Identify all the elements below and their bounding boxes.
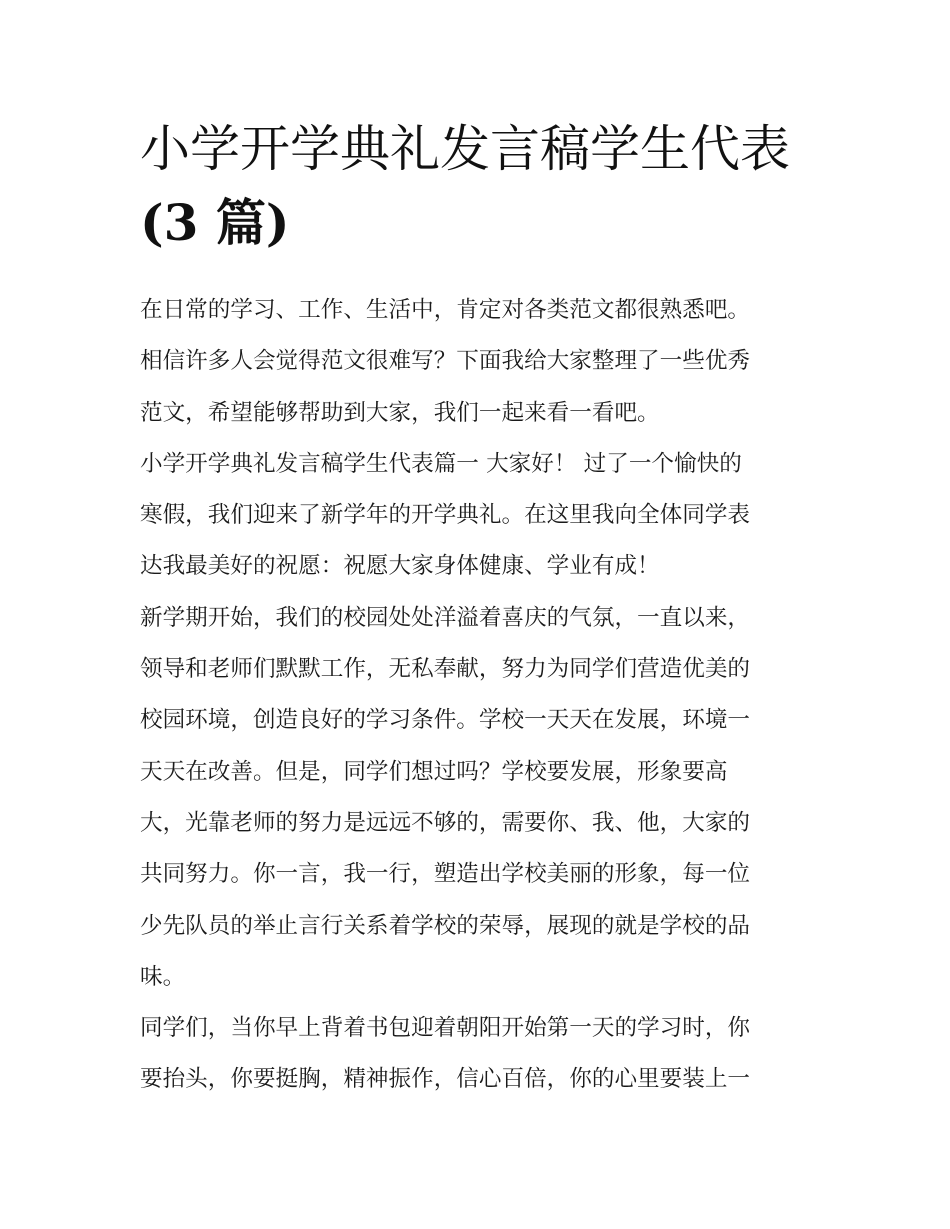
text-line: 同学们，当你早上背着书包迎着朝阳开始第一天的学习时，你 — [140, 1015, 751, 1042]
text-line: 小学开学典礼发言稿学生代表篇一 大家好！ 过了一个愉快的 — [140, 450, 742, 477]
text-line: 相信许多人会觉得范文很难写？下面我给大家整理了一些优秀 — [140, 348, 751, 375]
title-line-1: 小学开学典礼发言稿学生代表 — [140, 120, 790, 178]
text-line: 领导和老师们默默工作，无私奉献，努力为同学们营造优美的 — [140, 656, 751, 683]
text-line: 新学期开始，我们的校园处处洋溢着喜庆的气氛，一直以来， — [140, 604, 751, 631]
text-line: 大，光靠老师的努力是远远不够的，需要你、我、他，大家的 — [140, 809, 751, 836]
document-content — [140, 112, 812, 1106]
paragraph-intro — [140, 285, 812, 439]
text-line: 范文，希望能够帮助到大家，我们一起来看一看吧。 — [140, 399, 660, 426]
text-line: 在日常的学习、工作、生活中，肯定对各类范文都很熟悉吧。 — [140, 297, 751, 323]
text-line: 味。 — [140, 963, 186, 990]
text-line: 寒假，我们迎来了新学年的开学典礼。在这里我向全体同学表 — [140, 502, 751, 529]
paragraph-new-semester — [140, 593, 812, 1003]
document-body — [140, 285, 812, 1106]
text-line: 要抬头，你要挺胸，精神振作，信心百倍，你的心里要装上一 — [140, 1066, 751, 1093]
text-line: 天天在改善。但是，同学们想过吗？学校要发展，形象要高 — [140, 758, 728, 785]
text-line: 共同努力。你一言，我一行，塑造出学校美丽的形象，每一位 — [140, 861, 751, 888]
text-line: 达我最美好的祝愿：祝愿大家身体健康、学业有成！ — [140, 553, 660, 580]
paragraph-students — [140, 1003, 812, 1106]
paragraph-greeting — [140, 439, 812, 593]
text-line: 少先队员的举止言行关系着学校的荣辱，展现的就是学校的品 — [140, 912, 751, 939]
document-title — [140, 112, 812, 260]
title-line-2: (3 篇) — [140, 193, 290, 252]
text-line: 校园环境，创造良好的学习条件。学校一天天在发展，环境一 — [140, 707, 751, 734]
